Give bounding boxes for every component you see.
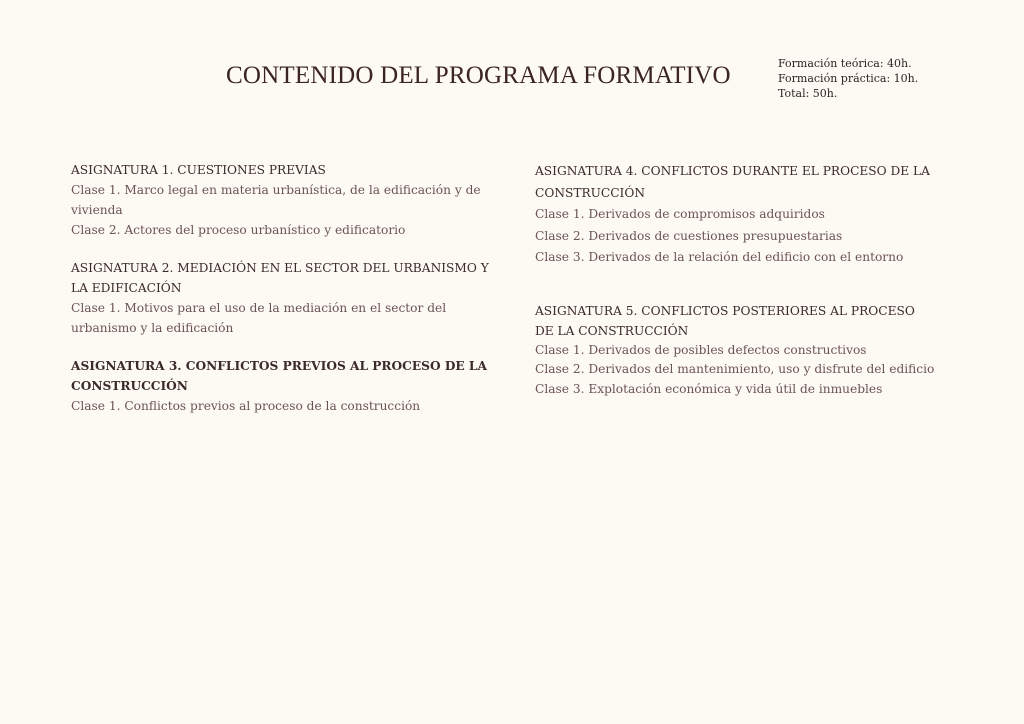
subject-heading: ASIGNATURA 4. CONFLICTOS DURANTE EL PROCESO DE LA CONSTRUCCIÓN — [535, 164, 930, 200]
right-column — [535, 160, 935, 417]
class-item: Clase 1. Derivados de posibles defectos constructivos — [535, 342, 867, 357]
left-column — [71, 160, 501, 434]
class-item: Clase 2. Derivados de cuestiones presupuestarias — [535, 228, 843, 243]
subject-1 — [71, 160, 501, 240]
class-item: Clase 2. Actores del proceso urbanístico y edificatorio — [71, 223, 406, 237]
subject-4 — [535, 160, 935, 269]
practice-hours: Formación práctica: 10h. — [778, 72, 919, 85]
subject-heading: ASIGNATURA 3. CONFLICTOS PREVIOS AL PROCESO DE LA CONSTRUCCIÓN — [71, 359, 487, 393]
total-hours: Total: 50h. — [778, 87, 838, 100]
subject-2 — [71, 258, 501, 338]
class-item: Clase 1. Derivados de compromisos adquiridos — [535, 207, 825, 221]
subject-3 — [71, 356, 501, 416]
class-item: Clase 3. Derivados de la relación del edificio con el entorno — [535, 250, 904, 264]
page-title: CONTENIDO DEL PROGRAMA FORMATIVO — [226, 62, 731, 89]
class-item: Clase 1. Motivos para el uso de la mediación en el sector del urbanismo y la edificación — [71, 301, 447, 335]
theory-hours: Formación teórica: 40h. — [778, 57, 912, 70]
subject-5 — [535, 301, 935, 400]
subject-heading: ASIGNATURA 2. MEDIACIÓN EN EL SECTOR DEL URBANISMO Y LA EDIFICACIÓN — [71, 261, 489, 295]
hours-summary — [778, 56, 918, 101]
class-item: Clase 1. Conflictos previos al proceso de la construcción — [71, 399, 421, 413]
subject-heading: ASIGNATURA 5. CONFLICTOS POSTERIORES AL PROCESO DE LA CONSTRUCCIÓN — [535, 303, 915, 338]
class-item: Clase 3. Explotación económica y vida útil de inmuebles — [535, 381, 883, 396]
class-item: Clase 1. Marco legal en materia urbanística, de la edificación y de vivienda — [71, 183, 481, 217]
subject-heading: ASIGNATURA 1. CUESTIONES PREVIAS — [71, 163, 326, 177]
class-item: Clase 2. Derivados del mantenimiento, uso y disfrute del edificio — [535, 362, 935, 376]
